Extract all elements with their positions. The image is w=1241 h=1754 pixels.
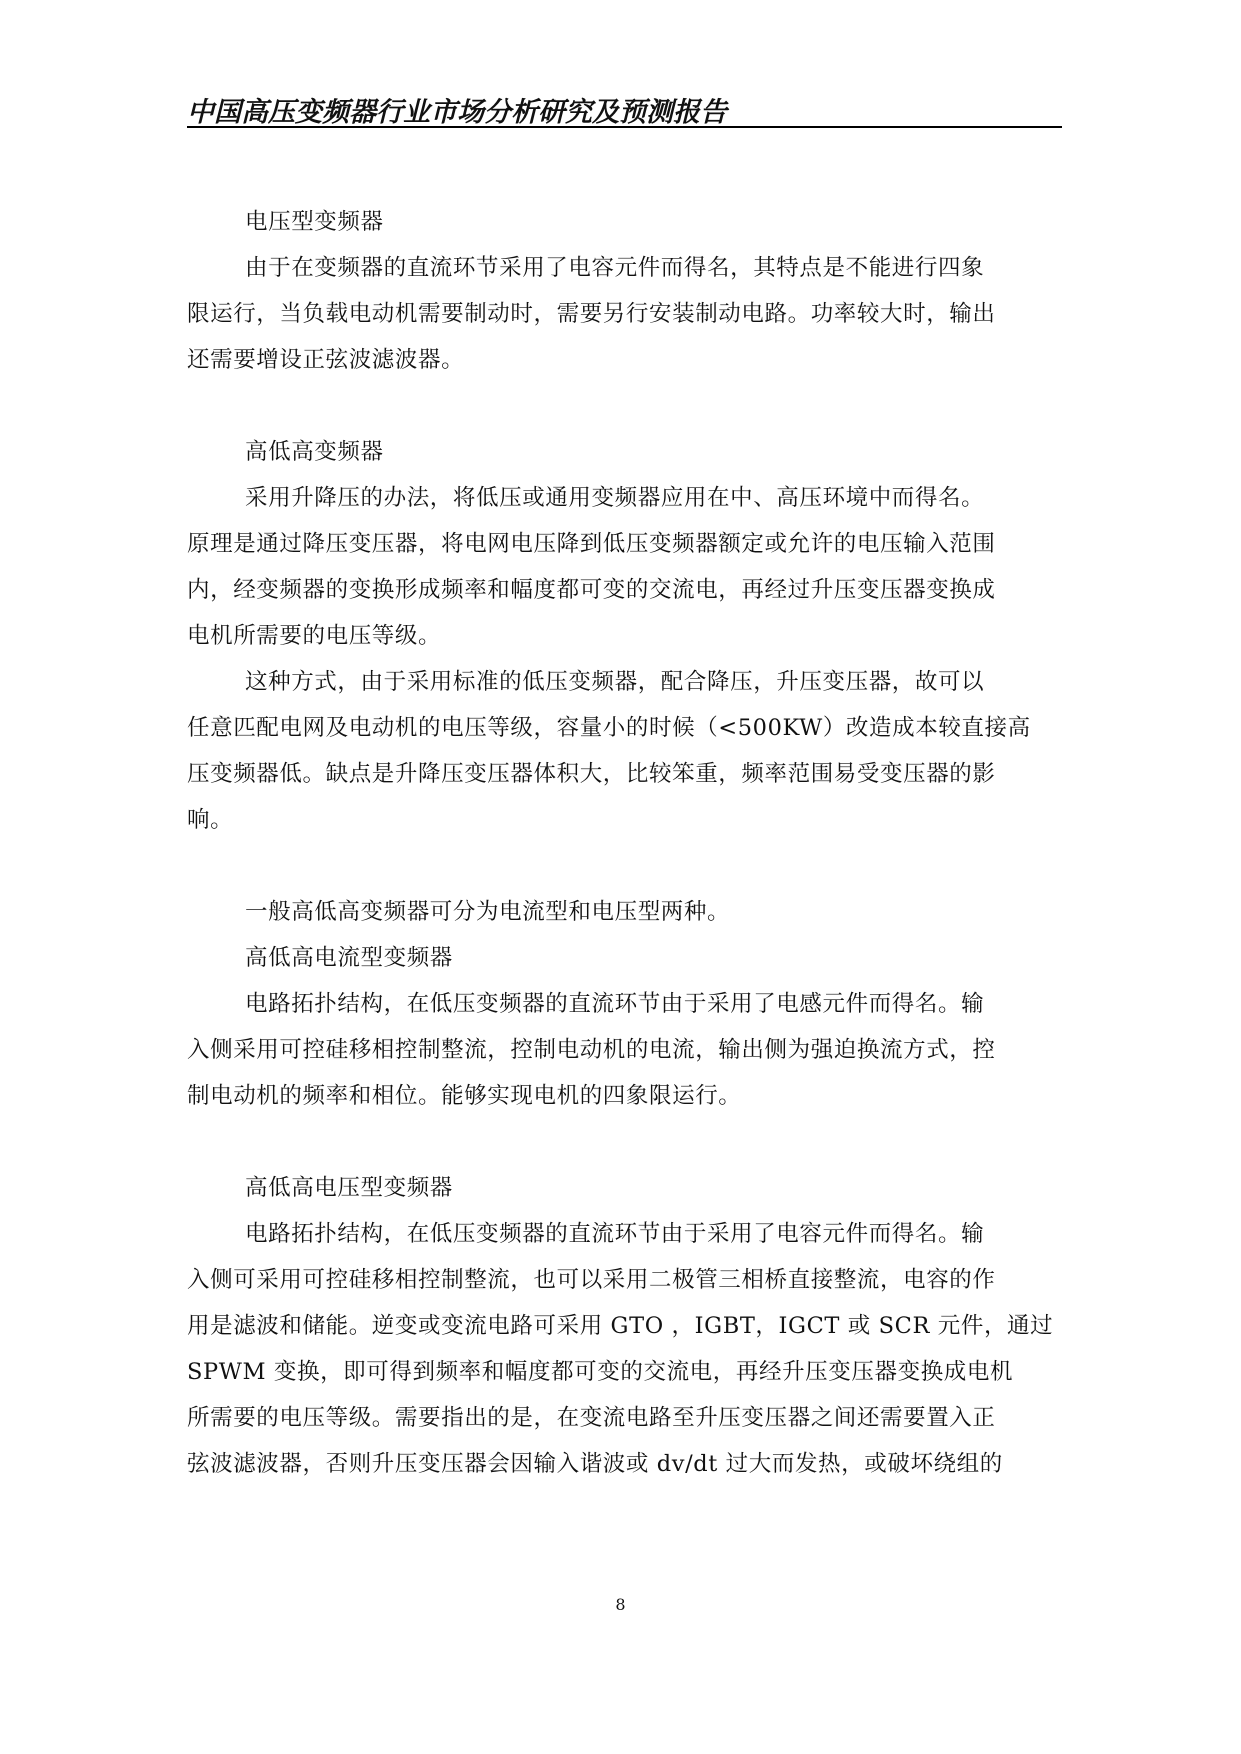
paragraph-line: 采用升降压的办法，将低压或通用变频器应用在中、高压环境中而得名。 — [245, 485, 985, 511]
paragraph-line: 由于在变频器的直流环节采用了电容元件而得名，其特点是不能进行四象 — [245, 255, 985, 281]
document-body — [187, 199, 1062, 1487]
paragraph-line: 还需要增设正弦波滤波器。 — [187, 347, 465, 373]
paragraph-line: 电路拓扑结构，在低压变频器的直流环节由于采用了电容元件而得名。输 — [245, 1221, 985, 1247]
section-heading: 高低高变频器 — [245, 439, 384, 465]
blank-line — [187, 843, 1062, 889]
paragraph-line: 压变频器低。缺点是升降压变压器体积大，比较笨重，频率范围易受变压器的影 — [187, 761, 996, 787]
paragraph-line: 所需要的电压等级。需要指出的是，在变流电路至升压变压器之间还需要置入正 — [187, 1405, 996, 1431]
blank-line — [187, 1119, 1062, 1165]
paragraph-line: 电机所需要的电压等级。 — [187, 623, 442, 649]
paragraph-line: 弦波滤波器，否则升压变压器会因输入谐波或 dv/dt 过大而发热，或破坏绕组的 — [187, 1451, 1003, 1477]
blank-line — [187, 383, 1062, 429]
paragraph-line: 入侧采用可控硅移相控制整流，控制电动机的电流，输出侧为强迫换流方式，控 — [187, 1037, 996, 1063]
paragraph-line: 电路拓扑结构，在低压变频器的直流环节由于采用了电感元件而得名。输 — [245, 991, 985, 1017]
paragraph-line: 一般高低高变频器可分为电流型和电压型两种。 — [245, 899, 731, 925]
paragraph-line: 限运行，当负载电动机需要制动时，需要另行安装制动电路。功率较大时，输出 — [187, 301, 996, 327]
paragraph-line: 制电动机的频率和相位。能够实现电机的四象限运行。 — [187, 1083, 742, 1109]
paragraph-line: 原理是通过降压变压器，将电网电压降到低压变频器额定或允许的电压输入范围 — [187, 531, 996, 557]
section-heading: 电压型变频器 — [245, 209, 384, 235]
paragraph-line: 用是滤波和储能。逆变或变流电路可采用 GTO ，IGBT，IGCT 或 SCR 元件，通过 — [187, 1313, 1054, 1339]
section-heading: 高低高电压型变频器 — [245, 1175, 453, 1201]
page-header — [187, 88, 1062, 128]
paragraph-line: SPWM 变换，即可得到频率和幅度都可变的交流电，再经升压变压器变换成电机 — [187, 1359, 1014, 1385]
paragraph-line: 内，经变频器的变换形成频率和幅度都可变的交流电，再经过升压变压器变换成 — [187, 577, 996, 603]
paragraph-line: 这种方式，由于采用标准的低压变频器，配合降压，升压变压器，故可以 — [245, 669, 985, 695]
paragraph-line: 入侧可采用可控硅移相控制整流，也可以采用二极管三相桥直接整流，电容的作 — [187, 1267, 996, 1293]
section-heading: 高低高电流型变频器 — [245, 945, 453, 971]
paragraph-line: 任意匹配电网及电动机的电压等级，容量小的时候（<500KW）改造成本较直接高 — [187, 715, 1031, 741]
page-number: 8 — [615, 1595, 626, 1614]
document-title: 中国高压变频器行业市场分析研究及预测报告 — [187, 97, 727, 128]
paragraph-line: 响。 — [187, 807, 234, 833]
